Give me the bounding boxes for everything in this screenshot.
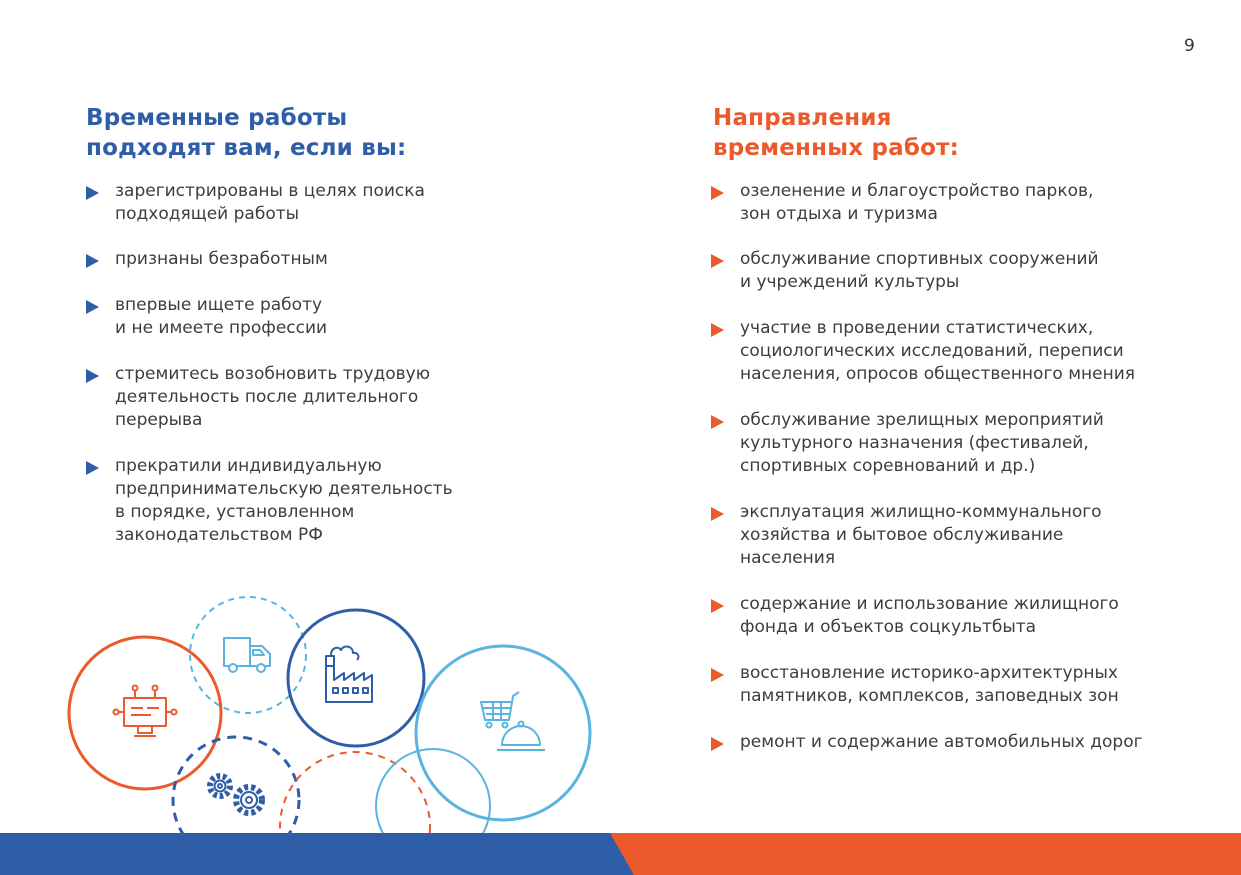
dashed-circle-light-blue [190,597,306,713]
list-item-line: зон отдыха и туризма [740,204,938,224]
list-item-line: озеленение и благоустройство парков, [740,181,1094,201]
circle-orange [69,637,221,789]
bullet-triangle-icon [711,737,724,751]
bullet-triangle-icon [711,186,724,200]
gears-icon [210,776,262,813]
left-heading-line: подходят вам, если вы: [86,135,407,161]
shopping-cart-icon [481,692,519,728]
list-item-line: впервые ищете работу [115,295,323,315]
list-item-line: спортивных соревнований и др.) [740,456,1036,476]
bullet-triangle-icon [711,323,724,337]
list-item-line: зарегистрированы в целях поиска [115,181,425,201]
truck-icon [224,638,270,672]
list-item-line: участие в проведении статистических, [740,318,1094,338]
right-heading-line: Направления [713,105,892,131]
list-item-line: социологических исследований, переписи [740,341,1124,361]
bullet-triangle-icon [711,254,724,268]
list-item-line: восстановление историко-архитектурных [740,663,1118,683]
list-item-line: культурного назначения (фестивалей, [740,433,1089,453]
list-item-line: и учреждений культуры [740,272,960,292]
list-item-line: фонда и объектов соцкультбыта [740,617,1037,637]
factory-icon [326,646,372,702]
list-item [711,317,1135,386]
bullet-triangle-icon [711,668,724,682]
list-item-line: хозяйства и бытовое обслуживание [740,525,1064,545]
list-item-line: признаны безработным [115,249,328,269]
list-item-line: населения [740,548,836,568]
footer-bar-orange [610,833,1241,875]
right-heading [713,103,959,163]
circle-light-blue [416,646,590,820]
list-item-line: перерыва [115,410,203,430]
list-item-line: предпринимательскую деятельность [115,479,453,499]
list-item-line: населения, опросов общественного мнения [740,364,1135,384]
list-item-line: содержание и использование жилищного [740,594,1119,614]
list-item-line: ремонт и содержание автомобильных дорог [740,732,1143,752]
right-heading-line: временных работ: [713,135,960,161]
list-item-line: стремитесь возобновить трудовую [115,364,431,384]
bullet-triangle-icon [711,599,724,613]
list-item [711,731,1143,754]
page-number: 9 [1184,36,1195,56]
list-item [711,409,1104,478]
list-item-line: памятников, комплексов, заповедных зон [740,686,1119,706]
list-item [711,593,1119,639]
list-item [711,180,1093,226]
list-item [711,248,1099,294]
list-item-line: деятельность после длительного [115,387,419,407]
list-item-line: обслуживание спортивных сооружений [740,249,1099,269]
list-item-line: обслуживание зрелищных мероприятий [740,410,1104,430]
bullet-triangle-icon [711,507,724,521]
footer-bar-blue [0,833,640,875]
list-item-line: законодательством РФ [115,525,323,545]
list-item-line: в порядке, установленном [115,502,355,522]
food-tray-icon [497,722,545,751]
list-item [711,662,1119,708]
bullet-triangle-icon [711,415,724,429]
list-item-line: подходящей работы [115,204,300,224]
computer-icon [114,686,177,737]
list-item-line: эксплуатация жилищно-коммунального [740,502,1102,522]
list-item-line: прекратили индивидуальную [115,456,382,476]
list-item [711,501,1102,570]
left-heading-line: Временные работы [86,105,348,131]
list-item-line: и не имеете профессии [115,318,328,338]
